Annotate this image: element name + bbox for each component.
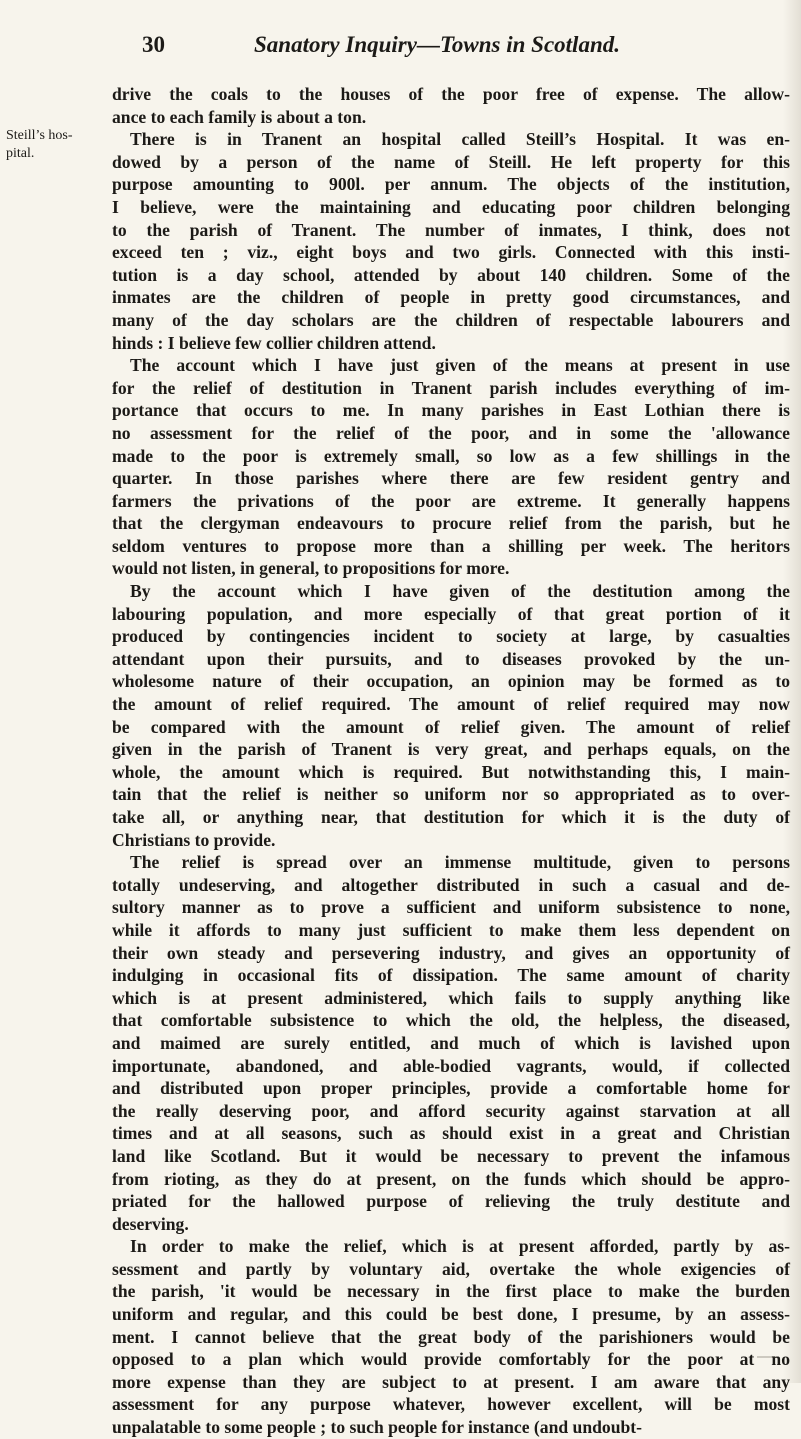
text-line: for the relief of destitution in Tranent parish includes everything of im-	[112, 377, 790, 398]
page-number: 30	[142, 32, 165, 57]
text-line: and maimed are surely entitled, and much of which is lavished upon	[112, 1032, 790, 1053]
text-line: many of the day scholars are the children of respectable labourers and	[112, 309, 790, 330]
text-line: The relief is spread over an immense multitude, given to persons	[130, 852, 790, 873]
margin-note-line: Steill’s hos-	[6, 128, 73, 143]
text-line: made to the poor is extremely small, so low as a few shillings in the	[112, 445, 790, 466]
text-line: quarter. In those parishes where there are few resident gentry and	[112, 468, 790, 489]
page-smudge	[757, 1356, 777, 1358]
text-line: their own steady and persevering industry, and gives an opportunity of	[112, 942, 790, 963]
paragraph	[112, 580, 790, 851]
text-line: the amount of relief required. The amount of relief required may now	[112, 694, 790, 715]
text-line: be compared with the amount of relief given. The amount of relief	[112, 716, 790, 737]
text-line: and distributed upon proper principles, provide a comfortable home for	[112, 1078, 790, 1099]
text-line: There is in Tranent an hospital called Steill’s Hospital. It was en-	[130, 129, 790, 150]
text-line: portance that occurs to me. In many parishes in East Lothian there is	[112, 400, 790, 421]
text-line: to the parish of Tranent. The number of inmates, I think, does not	[112, 219, 790, 240]
text-line: deserving.	[112, 1213, 189, 1234]
text-line: seldom ventures to propose more than a shilling per week. The heritors	[112, 535, 790, 556]
text-line: sessment and partly by voluntary aid, overtake the whole exigencies of	[112, 1258, 790, 1279]
text-line: that the clergyman endeavours to procure relief from the parish, but he	[112, 513, 790, 534]
text-line: given in the parish of Tranent is very great, and perhaps equals, on the	[112, 739, 790, 760]
text-line: tution is a day school, attended by about 140 children. Some of the	[112, 264, 790, 285]
text-line: uniform and regular, and this could be best done, I presume, by an assess-	[112, 1304, 790, 1325]
text-line: no assessment for the relief of the poor, and in some the 'allowance	[112, 422, 790, 443]
text-line: that comfortable subsistence to which the old, the helpless, the diseased,	[112, 1010, 790, 1031]
paragraph	[112, 83, 790, 128]
text-line: importunate, abandoned, and able-bodied vagrants, would, if collected	[112, 1055, 790, 1076]
text-line: which is at present administered, which fails to supply anything like	[112, 987, 790, 1008]
text-line: I believe, were the maintaining and educating poor children belonging	[112, 196, 790, 217]
text-line: whole, the amount which is required. But notwithstanding this, I main-	[112, 761, 790, 782]
text-line: indulging in occasional fits of dissipation. The same amount of charity	[112, 965, 790, 986]
page-header	[142, 30, 662, 64]
paragraph	[112, 354, 790, 580]
text-line: while it affords to many just sufficient to make them less dependent on	[112, 919, 790, 940]
text-line: attendant upon their pursuits, and to diseases provoked by the un-	[112, 648, 790, 669]
text-line: the parish, 'it would be necessary in the first place to make the burden	[112, 1281, 790, 1302]
text-line: the really deserving poor, and afford security against starvation at all	[112, 1100, 790, 1121]
text-line: would not listen, in general, to propositions for more.	[112, 558, 510, 579]
text-line: wholesome nature of their occupation, an opinion may be formed as to	[112, 671, 790, 692]
text-line: purpose amounting to 900l. per annum. The objects of the institution,	[112, 174, 790, 195]
text-line: ment. I cannot believe that the great body of the parishioners would be	[112, 1326, 790, 1347]
margin-note	[6, 127, 88, 163]
text-line: exceed ten ; viz., eight boys and two girls. Connected with this insti-	[112, 242, 790, 263]
text-line: dowed by a person of the name of Steill. He left property for this	[112, 151, 790, 172]
margin-note-line: pital.	[6, 146, 35, 161]
text-line: hinds : I believe few collier children attend.	[112, 332, 436, 353]
text-line: land like Scotland. But it would be necessary to prevent the infamous	[112, 1145, 790, 1166]
text-line: sultory manner as to prove a sufficient and uniform subsistence to none,	[112, 897, 790, 918]
running-title: Sanatory Inquiry—Towns in Scotland.	[254, 32, 620, 57]
text-line: from rioting, as they do at present, on the funds which should be appro-	[112, 1168, 790, 1189]
text-line: Christians to provide.	[112, 829, 276, 850]
text-line: farmers the privations of the poor are extreme. It generally happens	[112, 490, 790, 511]
text-line: more expense than they are subject to at present. I am aware that any	[112, 1371, 790, 1392]
paragraph	[112, 851, 790, 1235]
text-line: drive the coals to the houses of the poor free of expense. The allow-	[112, 84, 790, 104]
text-line: The account which I have just given of the means at present in use	[130, 355, 790, 376]
text-line: labouring population, and more especially of that great portion of it	[112, 603, 790, 624]
paragraph	[112, 1235, 790, 1438]
text-line: inmates are the children of people in pretty good circumstances, and	[112, 287, 790, 308]
text-line: produced by contingencies incident to society at large, by casualties	[112, 626, 790, 647]
text-line: ance to each family is about a ton.	[112, 106, 367, 127]
text-line: take all, or anything near, that destitution for which it is the duty of	[112, 807, 790, 827]
text-line: In order to make the relief, which is at present afforded, partly by as-	[130, 1236, 790, 1257]
text-line: opposed to a plan which would provide comfortably for the poor at no	[112, 1349, 790, 1370]
body-text	[112, 83, 790, 1439]
text-line: By the account which I have given of the destitution among the	[130, 581, 790, 602]
text-line: assessment for any purpose whatever, however excellent, will be most	[112, 1394, 790, 1415]
text-line: priated for the hallowed purpose of relieving the truly destitute and	[112, 1191, 790, 1212]
text-line: tain that the relief is neither so uniform nor so appropriated as to over-	[112, 784, 790, 805]
paragraph	[112, 128, 790, 354]
text-line: unpalatable to some people ; to such people for instance (and undoubt-	[112, 1417, 642, 1438]
text-line: times and at all seasons, such as should exist in a great and Christian	[112, 1123, 790, 1144]
text-line: totally undeserving, and altogether distributed in such a casual and de-	[112, 874, 790, 895]
